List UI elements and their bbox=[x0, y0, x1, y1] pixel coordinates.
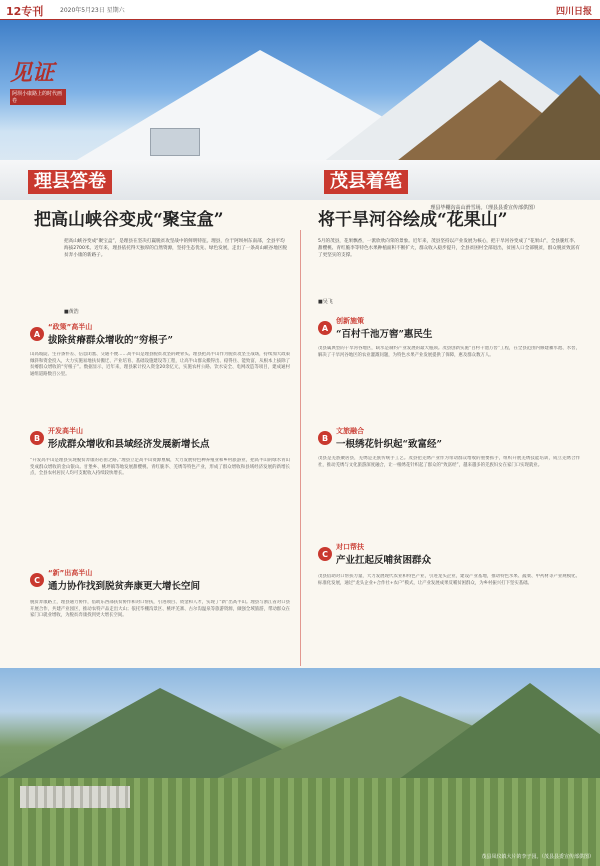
left-body-b: “开发高半山是理县实现脱贫奔康的必由之路。”理县立足高半山资源禀赋，大力发展特色种养殖业和乡村旅游业，把高半山的绿水青山变成群众增收的金山银山。甘堡乡、桃坪镇等地发展甜樱桃、青红脆李、羌绣等特色产业，形成了群众增收和县域经济发展的新增长点，全县农村居民人均可支配收入持续较快增长。 bbox=[30, 458, 290, 477]
right-subhead-b-title: 一根绣花针织起“致富经” bbox=[336, 439, 442, 450]
right-subhead-c-kicker: 对口帮扶 bbox=[336, 543, 364, 551]
left-subhead-b bbox=[30, 426, 210, 450]
right-subhead-c bbox=[318, 542, 431, 566]
left-subhead-a bbox=[30, 322, 173, 346]
badge-a: A bbox=[30, 327, 44, 341]
right-intro: 5月的茂县，花果飘香，一派欣欣向荣的景象。近年来，茂县坚持以产业发展为核心，把干旱河谷变成了“花果山”，全县脆红李、甜樱桃、青红脆李等特色水果种植面积不断扩大，群众收入稳步提升，全县贫困村全部退出，贫困人口全部脱贫，群众脱贫致富有了更坚实的支撑。 bbox=[318, 239, 580, 258]
valley-town bbox=[20, 786, 130, 808]
left-author: ■黄浩 bbox=[64, 309, 79, 315]
left-section-title: 把高山峡谷变成“聚宝盒” bbox=[34, 210, 224, 230]
right-body-a: 茂县属典型的干旱河谷地区，缺水是制约产业发展的最大瓶颈。茂县创新实施“百村千池万窖”工程，在全县范围内修建蓄水池、水窖，解决了干旱河谷地区的农业灌溉问题，为特色水果产业发展提供了保障，惠及群众数万人。 bbox=[318, 346, 580, 358]
right-section-tag: 茂县着笔 bbox=[324, 170, 408, 194]
ski-lodge-building bbox=[150, 128, 200, 156]
right-subhead-a bbox=[318, 316, 432, 340]
left-body-c: 脱贫奔康路上，理县通力协作，借助东西部扶贫协作和对口帮扶，引进项目、资金和人才，实现了“新”出高半山。理县与浙江省对口县开展合作，共建产业园区，推动农特产品走出大山；依托毕棚沟景区、桃坪羌寨、古尔沟温泉等旅游资源，做强全域旅游，带动群众在家门口就业增收，为脱贫奔康找到更大增长空间。 bbox=[30, 600, 290, 619]
right-section-title: 将干旱河谷绘成“花果山” bbox=[318, 210, 508, 230]
right-subhead-b-kicker: 文旅融合 bbox=[336, 427, 364, 435]
left-subhead-a-title: 拔除贫瘠群众增收的“穷根子” bbox=[48, 335, 173, 346]
badge-c: C bbox=[30, 573, 44, 587]
page-header bbox=[0, 0, 600, 20]
left-subhead-b-title: 形成群众增收和县域经济发展新增长点 bbox=[48, 439, 210, 450]
badge-b: B bbox=[318, 431, 332, 445]
left-intro: 把高山峡谷变成“聚宝盒”，是理县在坚决打赢脱贫攻坚战中的鲜明特征。理县，位于阿坝州东南部，全县平均海拔2700米。近年来，理县依托得天独厚的自然资源，坚持生态优先、绿色发展，走出了一条高山峡谷地区脱贫奔小康的新路子。 bbox=[64, 239, 288, 258]
newspaper-brand: 四川日报 bbox=[555, 7, 592, 17]
left-section-tag: 理县答卷 bbox=[28, 170, 112, 194]
witness-logo bbox=[10, 56, 66, 104]
left-subhead-c-title: 通力协作找到脱贫奔康更大增长空间 bbox=[48, 581, 201, 592]
right-subhead-b bbox=[318, 426, 442, 450]
right-subhead-c-title: 产业扛起反哺贫困群众 bbox=[336, 555, 432, 566]
left-body-a: 山高坡陡、生存条件差、信息闭塞、交通不便……高半山是理县脱贫攻坚的硬骨头。理县把高半山作为脱贫攻坚主战场，持续加大政策倾斜和资金投入，大力实施易地扶贫搬迁、产业培育、基础设施建设等工程，让高半山群众搬得出、稳得住、能致富，从根本上拔除了贫瘠群众增收的“穷根子”。数据显示，近年来，理县累计投入资金20余亿元，实施农村公路、饮水安全、电网改造等项目，建成通村通组道路数百公里。 bbox=[30, 352, 290, 377]
left-subhead-c-kicker: “新”出高半山 bbox=[48, 569, 93, 577]
left-subhead-c bbox=[30, 568, 200, 592]
issue-date: 2020年5月23日 星期六 bbox=[60, 7, 125, 14]
right-author: ■吴飞 bbox=[318, 299, 333, 305]
badge-a: A bbox=[318, 321, 332, 335]
right-body-b: 茂县是羌族聚居县，羌绣是羌族传统手工艺。茂县把羌绣产业作为带动群众增收的重要抓手，组织开展羌绣技能培训，成立羌绣合作社，推动羌绣与文化旅游深度融合，让一根绣花针织起了群众的“致富经”，越来越多的羌族妇女在家门口实现就业。 bbox=[318, 456, 580, 468]
right-subhead-a-kicker: 创新施策 bbox=[336, 317, 364, 325]
witness-logo-title: 见证 bbox=[10, 60, 55, 86]
green-mountain-right bbox=[380, 683, 600, 793]
badge-c: C bbox=[318, 547, 332, 561]
hero-photo-caption: 理县毕棚沟高山滑雪场。（理县县委宣传部供图） bbox=[430, 205, 538, 211]
bottom-photo-orchard-valley bbox=[0, 668, 600, 866]
left-subhead-a-kicker: “政策”高半山 bbox=[48, 323, 93, 331]
right-body-c: 茂县借助对口帮扶力量，大力发展现代农业和特色产业，引进龙头企业，建设产业基地，推动特色水果、蔬菜、中药材等产业规模化、标准化发展，通过“龙头企业+合作社+农户”模式，让产业发展成果反哺贫困群众，为乡村振兴打下坚实基础。 bbox=[318, 574, 580, 586]
left-subhead-b-kicker: 开发高半山 bbox=[48, 427, 83, 435]
page-number: 12专刊 bbox=[6, 5, 44, 18]
badge-b: B bbox=[30, 431, 44, 445]
bottom-photo-caption: 茂县凤仪镇大片的李子园。（茂县县委宣传部供图） bbox=[481, 854, 594, 860]
column-divider bbox=[300, 230, 301, 666]
witness-logo-subtitle: 阿坝小康路上的时代画卷 bbox=[10, 89, 66, 105]
right-subhead-a-title: “百村千池万窖”惠民生 bbox=[336, 329, 433, 340]
